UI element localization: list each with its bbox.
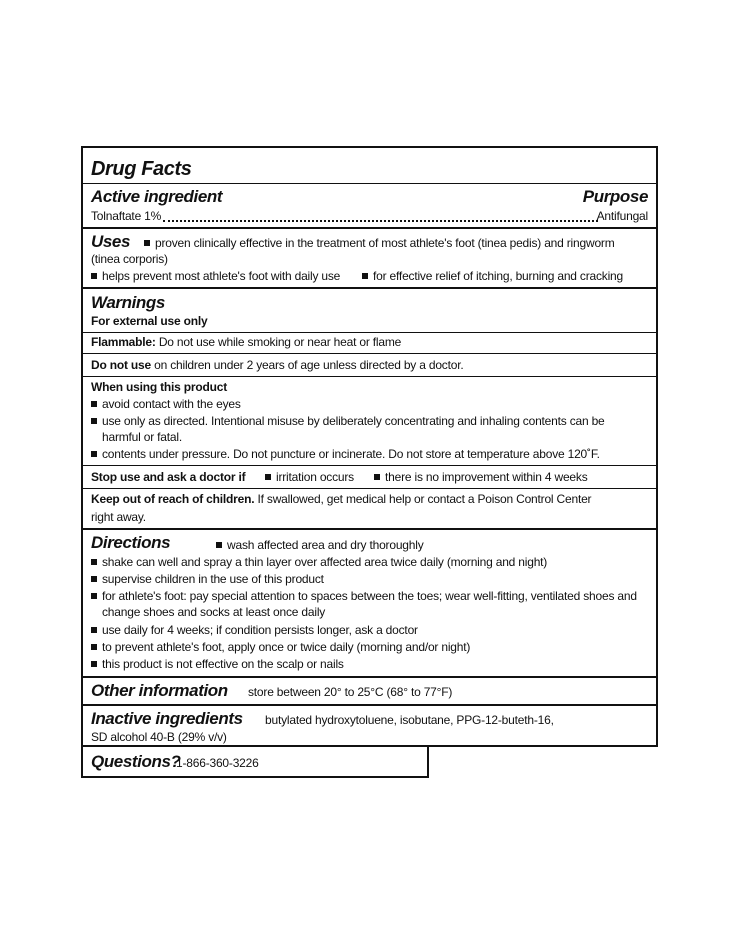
directions-item: shake can well and spray a thin layer over affected area twice daily (morning and night) xyxy=(91,555,547,570)
purpose-heading: Purpose xyxy=(582,187,648,206)
section-divider xyxy=(83,528,656,530)
bullet-icon xyxy=(216,542,222,548)
directions-item: to prevent athlete's foot, apply once or twice daily (morning and/or night) xyxy=(91,640,470,655)
directions-heading: Directions xyxy=(91,533,171,552)
bullet-icon xyxy=(374,474,380,480)
divider xyxy=(83,376,656,377)
when-using-item: use only as directed. Intentional misuse by deliberately concentrating and inhaling contents can be xyxy=(91,414,605,429)
keep-out-warning-continued: right away. xyxy=(91,510,146,524)
directions-item: wash affected area and dry thoroughly xyxy=(216,538,424,553)
purpose-value: Antifungal xyxy=(596,209,648,223)
leader-dots xyxy=(163,220,598,222)
when-using-item-continued: harmful or fatal. xyxy=(102,430,182,444)
section-divider xyxy=(83,227,656,229)
when-using-heading: When using this product xyxy=(91,380,228,394)
bullet-icon xyxy=(91,627,97,633)
directions-item: for athlete's foot: pay special attention to spaces between the toes; wear well-fitting, ventilated shoes and xyxy=(91,589,637,604)
bullet-icon xyxy=(91,451,97,457)
bullet-icon xyxy=(91,593,97,599)
keep-out-warning: Keep out of reach of children. If swallowed, get medical help or contact a Poison Control Center xyxy=(91,492,592,506)
stop-use-warning: Stop use and ask a doctor if xyxy=(91,470,246,484)
divider xyxy=(83,183,656,184)
bullet-icon xyxy=(91,661,97,667)
stop-use-item: there is no improvement within 4 weeks xyxy=(374,470,588,485)
uses-item: helps prevent most athlete's foot with daily use xyxy=(91,269,340,284)
questions-phone: 1-866-360-3226 xyxy=(176,756,259,770)
directions-item: supervise children in the use of this product xyxy=(91,572,324,587)
bullet-icon xyxy=(91,559,97,565)
bullet-icon xyxy=(91,576,97,582)
bullet-icon xyxy=(91,418,97,424)
flammable-warning: Flammable: Do not use while smoking or near heat or flame xyxy=(91,335,402,349)
bullet-icon xyxy=(265,474,271,480)
uses-item-continued: (tinea corporis) xyxy=(91,252,168,266)
do-not-use-warning: Do not use on children under 2 years of age unless directed by a doctor. xyxy=(91,358,464,372)
divider xyxy=(83,332,656,333)
drug-facts-panel xyxy=(81,146,658,747)
bullet-icon xyxy=(362,273,368,279)
external-use-text: For external use only xyxy=(91,314,208,328)
directions-item-continued: change shoes and socks at least once daily xyxy=(102,605,326,619)
divider xyxy=(83,465,656,466)
uses-item: proven clinically effective in the treatment of most athlete's foot (tinea pedis) and ringworm xyxy=(144,236,615,251)
active-ingredient-value: Tolnaftate 1% xyxy=(91,209,162,223)
when-using-item: contents under pressure. Do not puncture or incinerate. Do not store at temperature above 120˚F. xyxy=(91,447,600,462)
bullet-icon xyxy=(91,273,97,279)
other-information-heading: Other information xyxy=(91,681,228,700)
bullet-icon xyxy=(91,644,97,650)
warnings-heading: Warnings xyxy=(91,293,165,312)
drug-facts-title: Drug Facts xyxy=(91,158,192,180)
directions-item: use daily for 4 weeks; if condition persists longer, ask a doctor xyxy=(91,623,418,638)
bullet-icon xyxy=(144,240,150,246)
divider xyxy=(83,488,656,489)
stop-use-item: irritation occurs xyxy=(265,470,354,485)
uses-heading: Uses xyxy=(91,232,131,251)
inactive-ingredients-text: butylated hydroxytoluene, isobutane, PPG-12-buteth-16, xyxy=(265,713,554,727)
divider xyxy=(83,353,656,354)
inactive-ingredients-heading: Inactive ingredients xyxy=(91,709,243,728)
section-divider xyxy=(83,676,656,678)
directions-item: this product is not effective on the scalp or nails xyxy=(91,657,344,672)
inactive-ingredients-text-continued: SD alcohol 40-B (29% v/v) xyxy=(91,730,227,744)
section-divider xyxy=(83,287,656,289)
questions-heading: Questions? xyxy=(91,752,181,771)
questions-box xyxy=(81,745,429,778)
bullet-icon xyxy=(91,401,97,407)
other-information-text: store between 20° to 25°C (68° to 77°F) xyxy=(248,685,453,699)
section-divider xyxy=(83,704,656,706)
uses-item: for effective relief of itching, burning and cracking xyxy=(362,269,623,284)
active-ingredient-heading: Active ingredient xyxy=(91,187,223,206)
when-using-item: avoid contact with the eyes xyxy=(91,397,241,412)
